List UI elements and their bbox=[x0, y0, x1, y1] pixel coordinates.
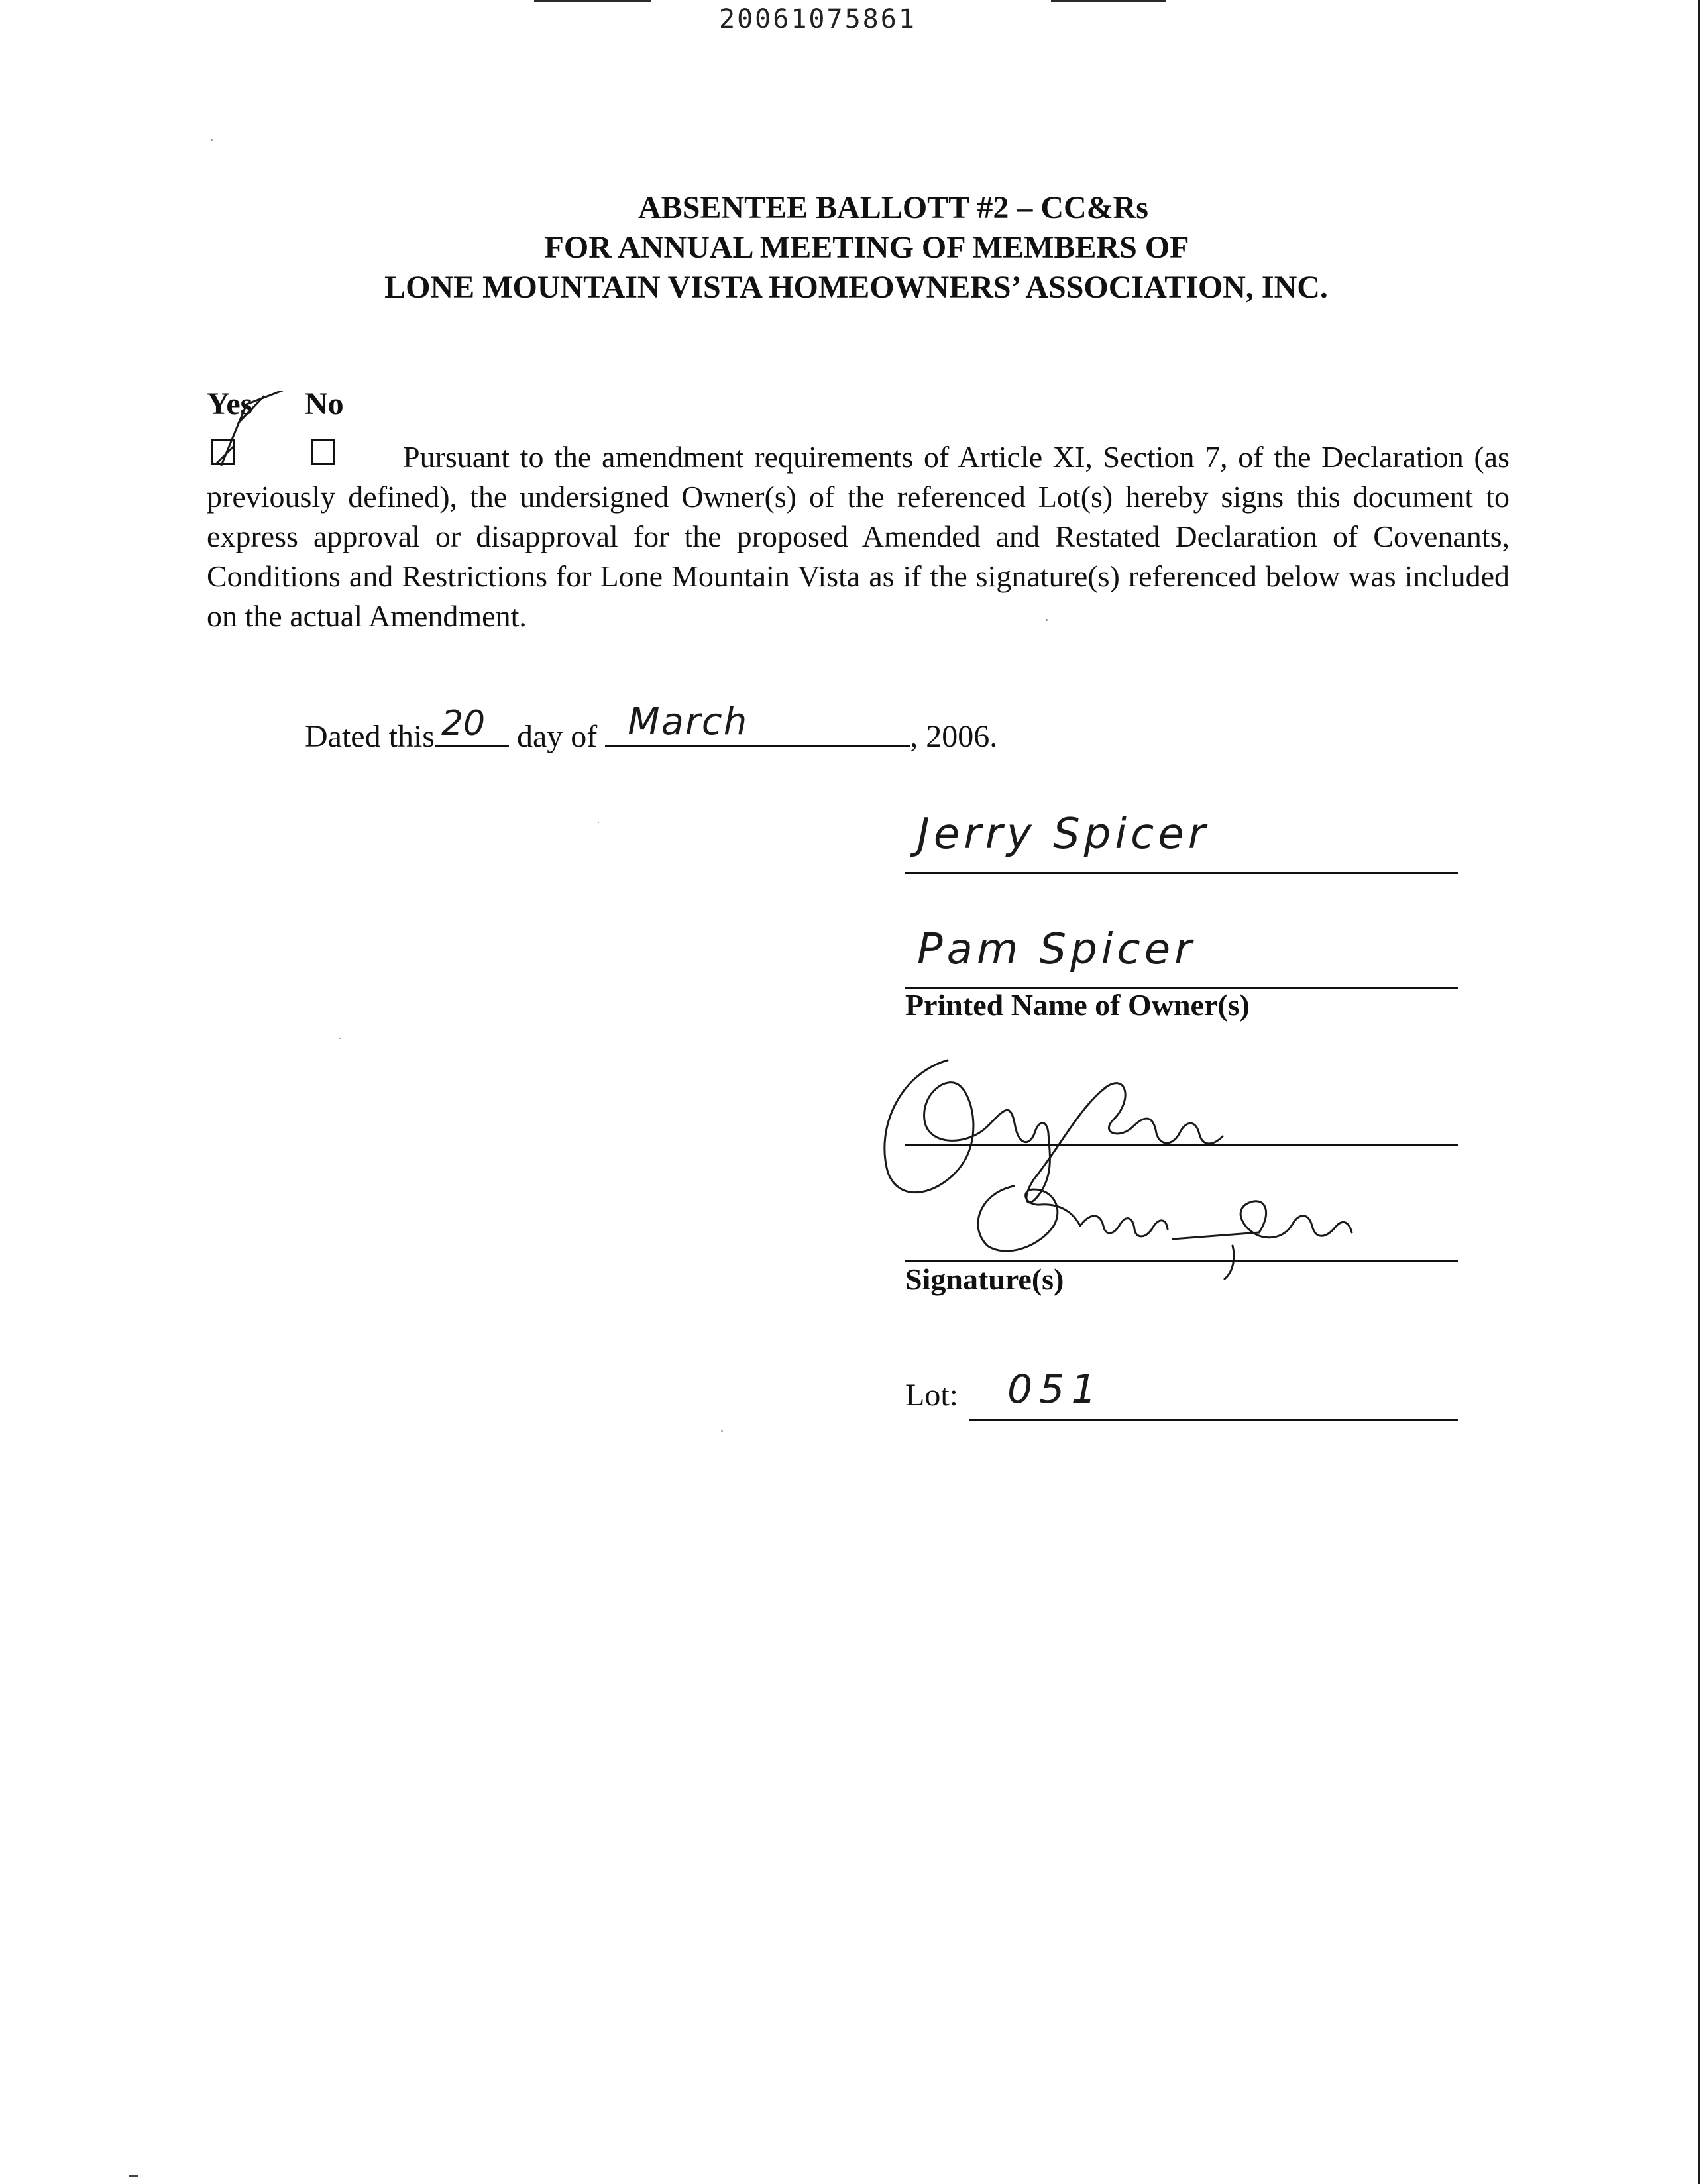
printed-name-caption: Printed Name of Owner(s) bbox=[905, 988, 1250, 1022]
printed-name-line-1[interactable] bbox=[905, 872, 1458, 874]
printed-name-1: Jerry Spicer bbox=[917, 810, 1209, 859]
signature-line-1[interactable] bbox=[905, 1144, 1458, 1146]
dated-suffix: , 2006. bbox=[910, 719, 998, 754]
dated-prefix: Dated this bbox=[305, 719, 435, 754]
title-line-3: LONE MOUNTAIN VISTA HOMEOWNERS’ ASSOCIATION, INC. bbox=[384, 270, 1328, 305]
ballot-body-paragraph: Pursuant to the amendment requirements of Article XI, Section 7, of the Declaration (as previously defined), the undersigned Owner(s) of the referenced Lot(s) hereby signs this document to express approval or disapproval for the proposed Amended and Restated Declaration of Covenants, Conditions and Restrictions for Lone Mountain Vista as if the signature(s) referenced below was included on the actual Amendment. bbox=[207, 440, 1510, 633]
title-line-2: FOR ANNUAL MEETING OF MEMBERS OF bbox=[544, 230, 1189, 265]
dated-line bbox=[305, 700, 998, 755]
month-field[interactable] bbox=[605, 700, 910, 747]
title-line-1: ABSENTEE BALLOTT #2 – CC&Rs bbox=[638, 190, 1148, 225]
month-value: March bbox=[628, 700, 749, 743]
scan-speck bbox=[721, 1430, 723, 1432]
day-value: 20 bbox=[441, 704, 486, 743]
scan-top-mark bbox=[534, 0, 651, 2]
day-field[interactable] bbox=[435, 704, 509, 747]
scan-edge bbox=[1698, 0, 1700, 2184]
scan-speck bbox=[211, 139, 213, 141]
scan-speck bbox=[339, 1038, 341, 1039]
dated-middle: day of bbox=[516, 719, 598, 754]
printed-name-2: Pam Spicer bbox=[917, 925, 1196, 974]
scan-margin-mark bbox=[129, 2175, 138, 2177]
owner-signatures-drawing bbox=[861, 1047, 1365, 1285]
no-label: No bbox=[305, 386, 344, 421]
ballot-title bbox=[0, 188, 1707, 307]
scan-speck bbox=[1046, 619, 1048, 621]
scan-speck bbox=[598, 822, 599, 823]
signature-caption: Signature(s) bbox=[905, 1262, 1064, 1296]
lot-value: 051 bbox=[1007, 1366, 1103, 1413]
document-number: 20061075861 bbox=[719, 4, 916, 34]
yes-label: Yes bbox=[207, 386, 253, 421]
lot-line[interactable] bbox=[969, 1419, 1458, 1421]
scan-top-mark bbox=[1051, 0, 1166, 2]
lot-label: Lot: bbox=[905, 1378, 958, 1413]
